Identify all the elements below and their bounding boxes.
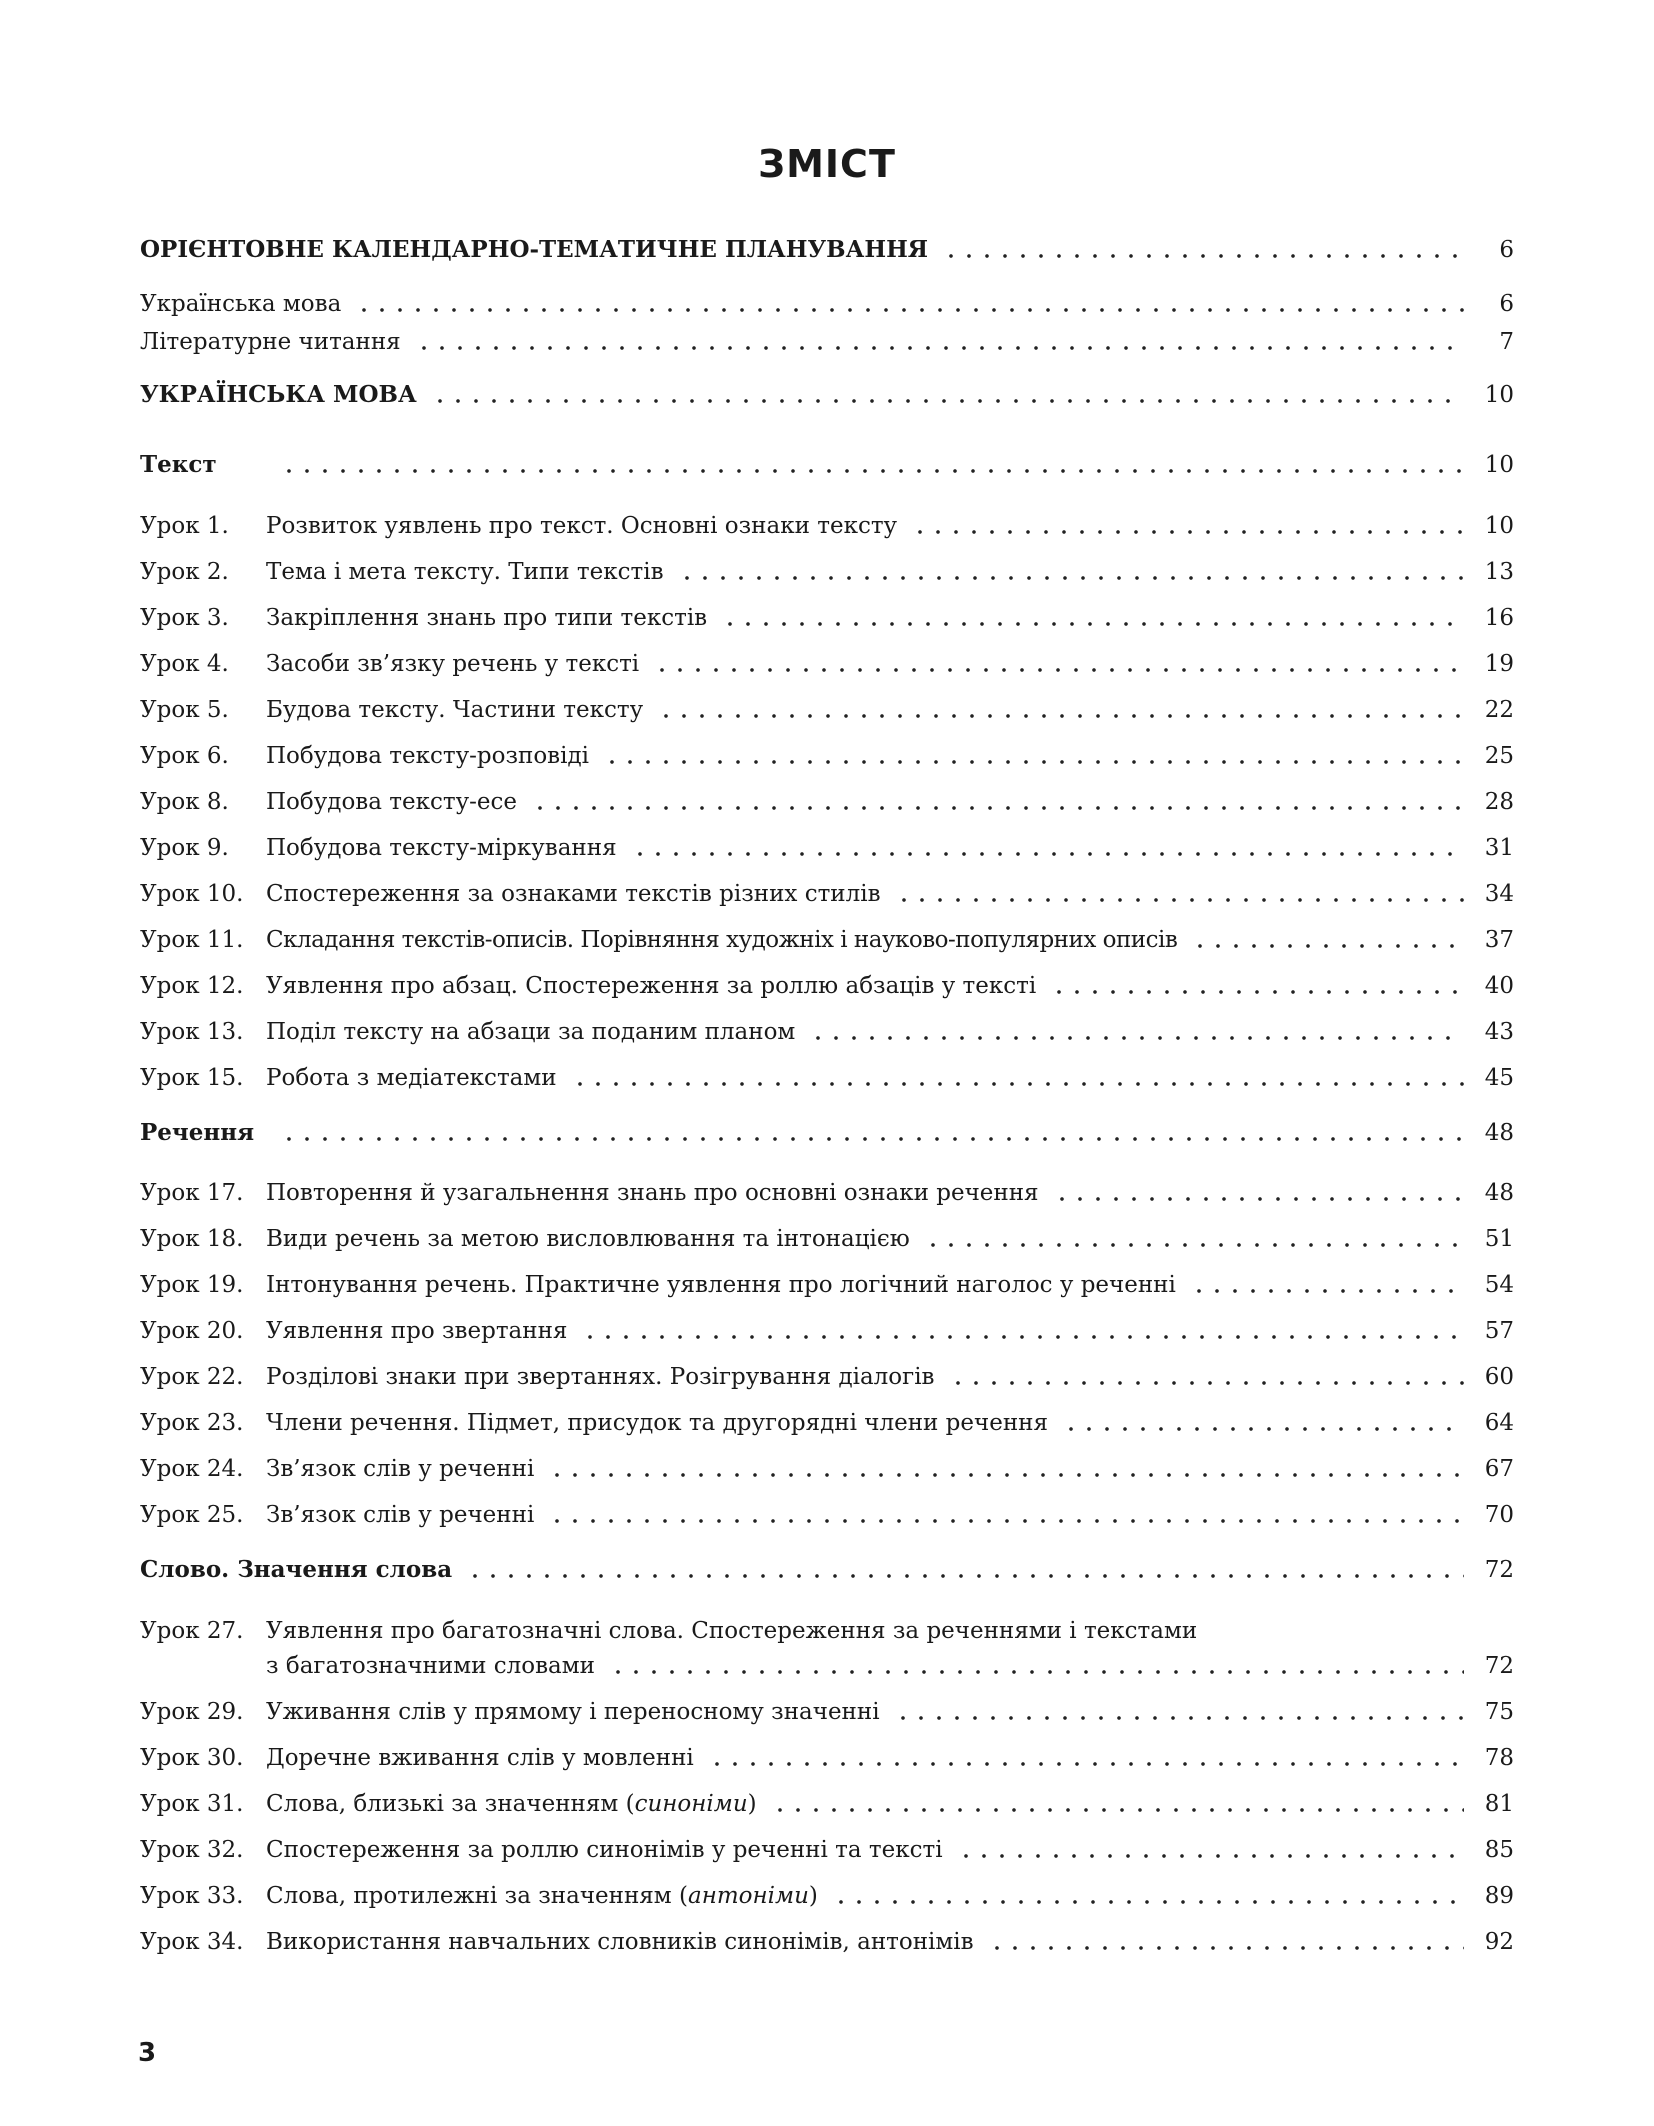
toc-entry-text: Текст	[140, 451, 217, 478]
toc-entry[interactable]	[140, 289, 1514, 319]
toc-entry[interactable]	[140, 971, 1514, 1001]
toc-entry[interactable]	[140, 1500, 1514, 1530]
leader-dots	[657, 695, 1464, 725]
toc-entry-text: Спостереження за роллю синонімів у реченні та тексті	[266, 1837, 943, 1863]
leader-dots	[1062, 1408, 1464, 1438]
leader-dots	[942, 235, 1464, 265]
leader-dots	[415, 327, 1464, 357]
lesson-number: Урок 8.	[140, 789, 229, 815]
toc-page-number: 7	[1499, 329, 1514, 355]
lesson-number: Урок 17.	[140, 1180, 244, 1206]
toc-entry[interactable]	[140, 879, 1514, 909]
leader-dots	[1050, 971, 1464, 1001]
toc-entry-text: Уявлення про звертання	[266, 1318, 568, 1344]
toc-entry[interactable]	[140, 787, 1514, 817]
toc-entry-text: Поділ тексту на абзаци за поданим планом	[266, 1019, 796, 1045]
leader-dots	[531, 787, 1464, 817]
toc-entry-text: Повторення й узагальнення знань про основні ознаки речення	[266, 1180, 1039, 1206]
toc-section-text[interactable]	[140, 450, 1514, 480]
toc-page-number: 92	[1484, 1929, 1514, 1955]
lesson-number: Урок 2.	[140, 559, 229, 585]
lesson-number: Урок 11.	[140, 927, 244, 953]
lesson-number: Урок 10.	[140, 881, 244, 907]
toc-page-number: 31	[1484, 835, 1514, 861]
italic-term: антоніми	[688, 1883, 809, 1909]
toc-entry-continuation[interactable]	[140, 1651, 1514, 1681]
toc-page-number: 85	[1484, 1837, 1514, 1863]
toc-entry-text: Доречне вживання слів у мовленні	[266, 1745, 694, 1771]
toc-section-sentence[interactable]	[140, 1118, 1514, 1148]
leader-dots	[280, 1118, 1464, 1148]
toc-entry[interactable]	[140, 1697, 1514, 1727]
toc-entry[interactable]	[140, 327, 1514, 357]
toc-page-number: 6	[1499, 237, 1514, 263]
page-title: ЗМІСТ	[758, 142, 896, 186]
leader-dots	[924, 1224, 1464, 1254]
leader-dots	[653, 649, 1464, 679]
lesson-number: Урок 25.	[140, 1502, 244, 1528]
leader-dots	[895, 879, 1464, 909]
toc-entry[interactable]	[140, 1017, 1514, 1047]
leader-dots	[1191, 925, 1464, 955]
toc-page-number: 16	[1484, 605, 1514, 631]
toc-page-number: 19	[1484, 651, 1514, 677]
italic-term: синоніми	[634, 1791, 748, 1817]
toc-entry[interactable]	[140, 1835, 1514, 1865]
lesson-number: Урок 20.	[140, 1318, 244, 1344]
toc-entry-text: Побудова тексту-розповіді	[266, 743, 589, 769]
toc-entry-text: УКРАЇНСЬКА МОВА	[140, 381, 417, 408]
toc-page-number: 57	[1484, 1318, 1514, 1344]
leader-dots	[466, 1555, 1464, 1585]
toc-entry-text: Речення	[140, 1119, 255, 1146]
toc-entry[interactable]	[140, 557, 1514, 587]
lesson-number: Урок 9.	[140, 835, 229, 861]
toc-entry-text: Будова тексту. Частини тексту	[266, 697, 644, 723]
toc-entry-text: Побудова тексту-есе	[266, 789, 517, 815]
toc-entry[interactable]	[140, 1362, 1514, 1392]
lesson-number: Урок 1.	[140, 513, 229, 539]
toc-entry-text: Використання навчальних словників синонімів, антонімів	[266, 1929, 974, 1955]
toc-entry[interactable]	[140, 1743, 1514, 1773]
toc-page-number: 60	[1484, 1364, 1514, 1390]
page-number: 3	[138, 2038, 157, 2068]
toc-page-number: 45	[1484, 1065, 1514, 1091]
toc-entry-text: Уявлення про абзац. Спостереження за роллю абзаців у тексті	[266, 973, 1037, 999]
toc-page-number: 10	[1484, 513, 1514, 539]
toc-page-number: 10	[1484, 452, 1514, 478]
leader-dots	[988, 1927, 1464, 1957]
toc-page-number: 13	[1484, 559, 1514, 585]
lesson-number: Урок 30.	[140, 1745, 244, 1771]
toc-entry-text: Тема і мета тексту. Типи текстів	[266, 559, 664, 585]
toc-entry[interactable]	[140, 1927, 1514, 1957]
leader-dots	[894, 1697, 1464, 1727]
toc-page-number: 72	[1484, 1557, 1514, 1583]
toc-page-number: 64	[1484, 1410, 1514, 1436]
toc-entry[interactable]	[140, 695, 1514, 725]
leader-dots	[571, 1063, 1464, 1093]
leader-dots	[631, 833, 1464, 863]
leader-dots	[581, 1316, 1464, 1346]
toc-page-number: 34	[1484, 881, 1514, 907]
lesson-number: Урок 13.	[140, 1019, 244, 1045]
toc-entry[interactable]	[140, 1063, 1514, 1093]
leader-dots	[721, 603, 1464, 633]
toc-entry-text: Побудова тексту-міркування	[266, 835, 617, 861]
leader-dots	[949, 1362, 1465, 1392]
lesson-number: Урок 31.	[140, 1791, 244, 1817]
toc-page-number: 48	[1484, 1120, 1514, 1146]
toc-page-number: 75	[1484, 1699, 1514, 1725]
leader-dots	[609, 1651, 1464, 1681]
toc-entry-text: Зв’язок слів у реченні	[266, 1502, 535, 1528]
toc-entry-first-line[interactable]	[140, 1616, 1514, 1646]
toc-page-number: 37	[1484, 927, 1514, 953]
toc-page-number: 48	[1484, 1180, 1514, 1206]
toc-entry-text: з багатозначними словами	[266, 1653, 595, 1679]
lesson-number: Урок 34.	[140, 1929, 244, 1955]
toc-page-number: 78	[1484, 1745, 1514, 1771]
toc-entry[interactable]	[140, 741, 1514, 771]
leader-dots	[708, 1743, 1464, 1773]
leader-dots	[431, 380, 1464, 410]
toc-entry-text: Розділові знаки при звертаннях. Розігрування діалогів	[266, 1364, 935, 1390]
leader-dots	[355, 289, 1464, 319]
toc-page-number: 10	[1484, 382, 1514, 408]
toc-page-number: 70	[1484, 1502, 1514, 1528]
toc-entry-text: Види речень за метою висловлювання та інтонацією	[266, 1226, 910, 1252]
leader-dots	[280, 450, 1464, 480]
leader-dots	[548, 1454, 1464, 1484]
toc-page-number: 40	[1484, 973, 1514, 999]
lesson-number: Урок 5.	[140, 697, 229, 723]
toc-entry-text: Уявлення про багатозначні слова. Спостереження за реченнями і текстами	[266, 1618, 1198, 1644]
toc-entry-text: Слово. Значення слова	[140, 1556, 453, 1583]
toc-entry-text: Спостереження за ознаками текстів різних стилів	[266, 881, 881, 907]
toc-entry-text: Слова, близькі за значенням (синоніми)	[266, 1791, 757, 1817]
lesson-number: Урок 23.	[140, 1410, 244, 1436]
toc-entry-text: Складання текстів-описів. Порівняння художніх і науково-популярних описів	[266, 927, 1178, 953]
toc-entry[interactable]	[140, 1454, 1514, 1484]
toc-page-number: 81	[1484, 1791, 1514, 1817]
lesson-number: Урок 4.	[140, 651, 229, 677]
toc-entry-text: Розвиток уявлень про текст. Основні ознаки тексту	[266, 513, 898, 539]
lesson-number: Урок 32.	[140, 1837, 244, 1863]
toc-entry-heading-planning[interactable]	[140, 235, 1514, 265]
toc-entry[interactable]	[140, 511, 1514, 541]
toc-entry-text: ОРІЄНТОВНЕ КАЛЕНДАРНО-ТЕМАТИЧНЕ ПЛАНУВАННЯ	[140, 236, 929, 263]
toc-entry[interactable]	[140, 603, 1514, 633]
lesson-number: Урок 18.	[140, 1226, 244, 1252]
toc-page-number: 28	[1484, 789, 1514, 815]
toc-entry-text: Засоби зв’язку речень у тексті	[266, 651, 640, 677]
toc-entry[interactable]	[140, 1408, 1514, 1438]
lesson-number: Урок 15.	[140, 1065, 244, 1091]
toc-entry-text: Українська мова	[140, 291, 342, 317]
lesson-number: Урок 27.	[140, 1618, 244, 1644]
toc-entry[interactable]	[140, 1316, 1514, 1346]
toc-entry[interactable]	[140, 1881, 1514, 1911]
leader-dots	[603, 741, 1464, 771]
toc-entry[interactable]	[140, 925, 1514, 955]
toc-page-number: 89	[1484, 1883, 1514, 1909]
lesson-number: Урок 33.	[140, 1883, 244, 1909]
lesson-number: Урок 29.	[140, 1699, 244, 1725]
leader-dots	[548, 1500, 1464, 1530]
leader-dots	[678, 557, 1464, 587]
toc-entry-heading-ukrainian[interactable]	[140, 380, 1514, 410]
toc-section-word[interactable]	[140, 1555, 1514, 1585]
lesson-number: Урок 12.	[140, 973, 244, 999]
leader-dots	[957, 1835, 1464, 1865]
lesson-number: Урок 3.	[140, 605, 229, 631]
toc-entry[interactable]	[140, 1789, 1514, 1819]
toc-page-number: 51	[1484, 1226, 1514, 1252]
lesson-number: Урок 22.	[140, 1364, 244, 1390]
toc-entry[interactable]	[140, 833, 1514, 863]
toc-page-number: 43	[1484, 1019, 1514, 1045]
toc-entry-text: Зв’язок слів у реченні	[266, 1456, 535, 1482]
toc-entry[interactable]	[140, 1178, 1514, 1208]
toc-entry-text: Слова, протилежні за значенням (антоніми)	[266, 1883, 818, 1909]
leader-dots	[1190, 1270, 1464, 1300]
toc-page-number: 72	[1484, 1653, 1514, 1679]
toc-page-number: 6	[1499, 291, 1514, 317]
lesson-number: Урок 24.	[140, 1456, 244, 1482]
leader-dots	[911, 511, 1464, 541]
toc-entry-text: Інтонування речень. Практичне уявлення про логічний наголос у реченні	[266, 1272, 1176, 1298]
toc-entry[interactable]	[140, 649, 1514, 679]
leader-dots	[809, 1017, 1464, 1047]
toc-entry[interactable]	[140, 1270, 1514, 1300]
lesson-number: Урок 19.	[140, 1272, 244, 1298]
toc-entry-text: Закріплення знань про типи текстів	[266, 605, 708, 631]
toc-page-number: 22	[1484, 697, 1514, 723]
toc-entry-text: Літературне читання	[140, 329, 401, 355]
leader-dots	[832, 1881, 1464, 1911]
toc-entry-text: Члени речення. Підмет, присудок та другорядні члени речення	[266, 1410, 1048, 1436]
leader-dots	[771, 1789, 1464, 1819]
toc-page-number: 67	[1484, 1456, 1514, 1482]
toc-page-number: 25	[1484, 743, 1514, 769]
lesson-number: Урок 6.	[140, 743, 229, 769]
toc-entry-text: Уживання слів у прямому і переносному значенні	[266, 1699, 880, 1725]
toc-page-number: 54	[1484, 1272, 1514, 1298]
leader-dots	[1053, 1178, 1464, 1208]
toc-entry[interactable]	[140, 1224, 1514, 1254]
toc-entry-text: Робота з медіатекстами	[266, 1065, 557, 1091]
